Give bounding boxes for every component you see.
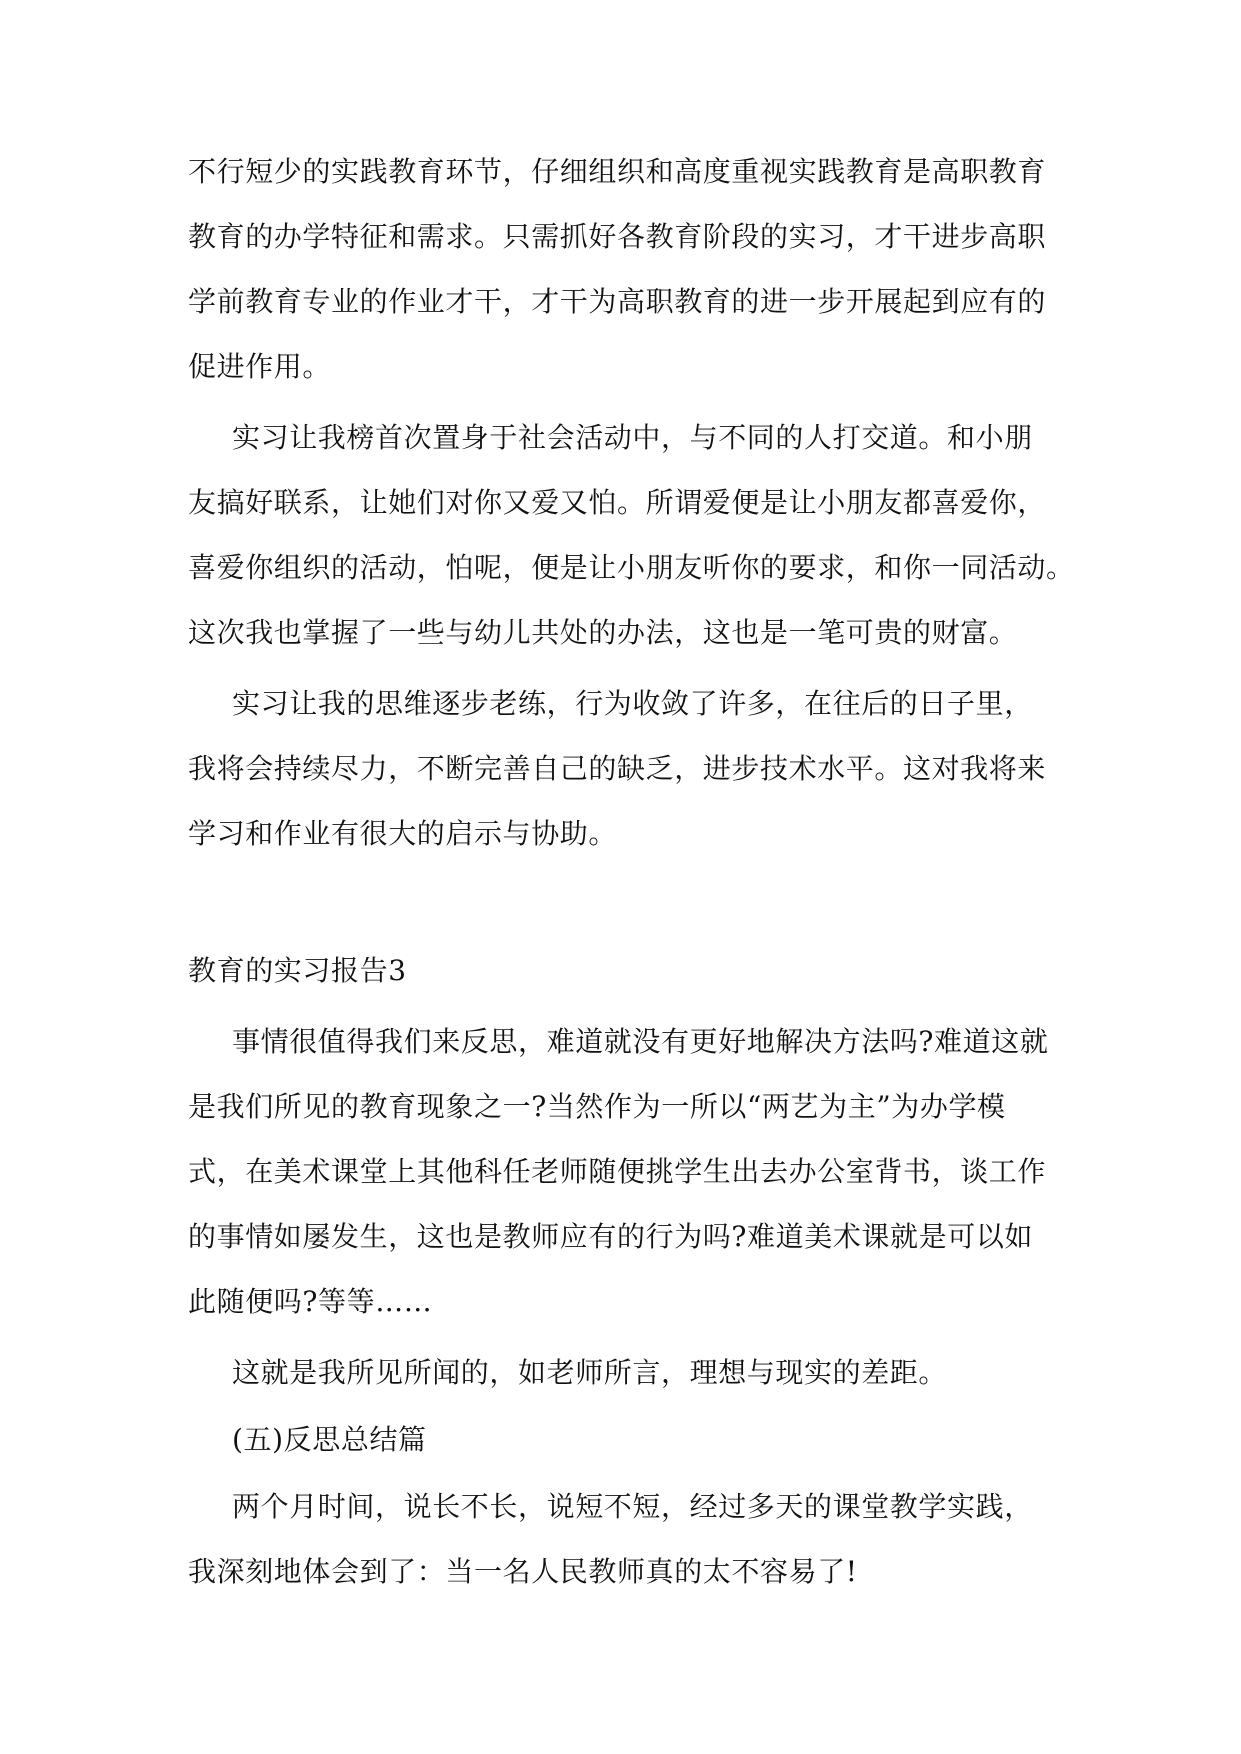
paragraph-line: 是我们所见的教育现象之一?当然作为一所以“两艺为主”为办学模	[188, 1090, 1006, 1123]
paragraph-line: 这就是我所见所闻的，如老师所言，理想与现实的差距。	[232, 1356, 948, 1389]
paragraph-line: 的事情如屡发生，这也是教师应有的行为吗?难道美术课就是可以如	[188, 1220, 1034, 1253]
paragraph-line: 我深刻地体会到了：当一名人民教师真的太不容易了!	[188, 1555, 858, 1588]
subsection-heading: (五)反思总结篇	[232, 1423, 427, 1456]
paragraph-line: 我将会持续尽力，不断完善自己的缺乏，进步技术水平。这对我将来	[188, 752, 1047, 785]
paragraph-line: 实习让我的思维逐步老练，行为收敛了许多，在往后的日子里，	[232, 687, 1033, 720]
paragraph-line: 不行短少的实践教育环节，仔细组织和高度重视实践教育是高职教育	[188, 155, 1047, 188]
paragraph-line: 这次我也掌握了一些与幼儿共处的办法，这也是一笔可贵的财富。	[188, 616, 1018, 649]
paragraph-line: 喜爱你组织的活动，怕呢，便是让小朋友听你的要求，和你一同活动。	[188, 551, 1075, 584]
paragraph-line: 促进作用。	[188, 350, 332, 383]
paragraph-line: 实习让我榜首次置身于社会活动中，与不同的人打交道。和小朋	[232, 421, 1033, 454]
paragraph-line: 此随便吗?等等……	[188, 1285, 433, 1318]
paragraph-line: 友搞好联系，让她们对你又爱又怕。所谓爱便是让小朋友都喜爱你，	[188, 486, 1047, 519]
paragraph-line: 学习和作业有很大的启示与协助。	[188, 817, 618, 850]
paragraph-line: 式，在美术课堂上其他科任老师随便挑学生出去办公室背书，谈工作	[188, 1155, 1047, 1188]
section-heading: 教育的实习报告3	[188, 954, 407, 987]
paragraph-line: 事情很值得我们来反思，难道就没有更好地解决方法吗?难道这就	[232, 1025, 1049, 1058]
paragraph-line: 教育的办学特征和需求。只需抓好各教育阶段的实习，才干进步高职	[188, 220, 1047, 253]
paragraph-line: 学前教育专业的作业才干，才干为高职教育的进一步开展起到应有的	[188, 285, 1047, 318]
paragraph-line: 两个月时间，说长不长，说短不短，经过多天的课堂教学实践，	[232, 1490, 1033, 1523]
